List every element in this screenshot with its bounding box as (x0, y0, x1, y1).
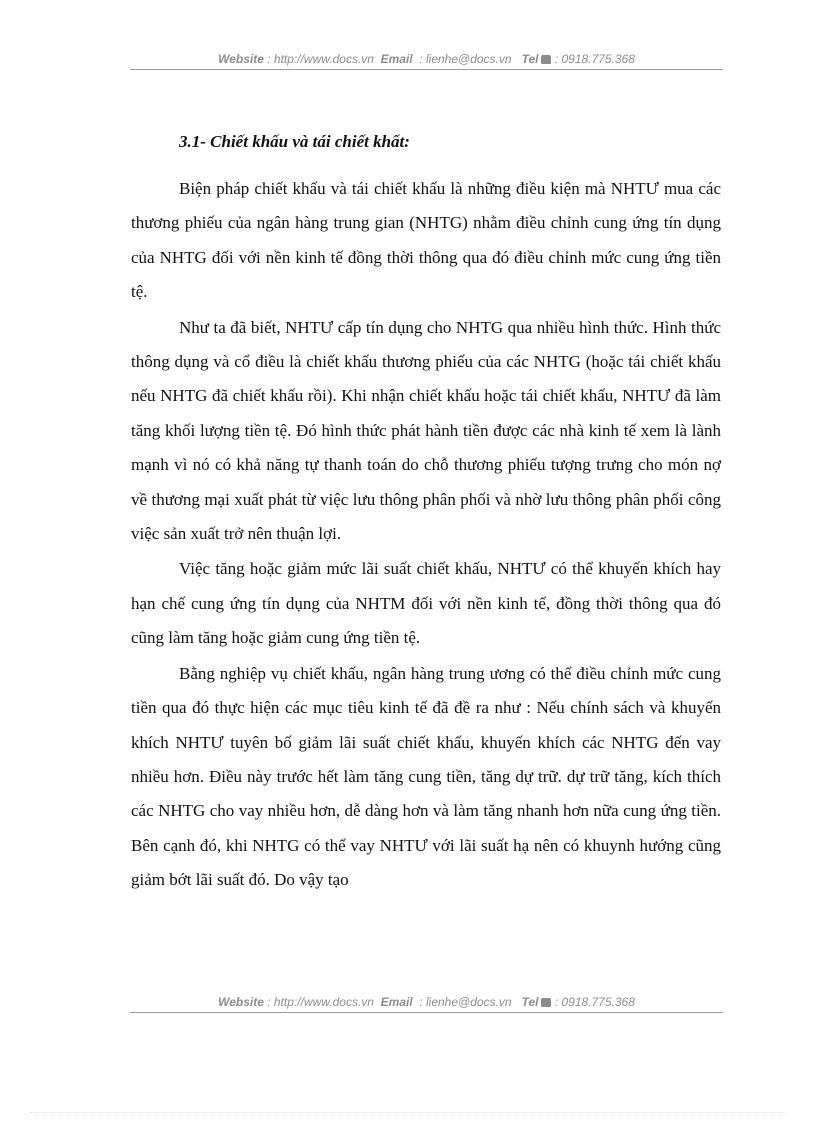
page-bottom-divider (30, 1112, 786, 1113)
footer-tel-value: : 0918.775.368 (554, 995, 635, 1009)
footer-email-label: Email (380, 995, 413, 1009)
footer-website-label: Website (218, 995, 264, 1009)
paragraph: Bằng nghiệp vụ chiết khấu, ngân hàng trung ương có thể điều chỉnh mức cung tiền qua đó thực hiện các mục tiêu kinh tế đã đề ra như : Nếu chính sách và khuyến khích NHTƯ tuyên bố giảm lãi suất chiết khấu, khuyến khích các NHTG đến vay nhiều hơn. Điều này trước hết làm tăng cung tiền, tăng dự trữ. dự trữ tăng, kích thích các NHTG cho vay nhiều hơn, dễ dàng hơn và làm tăng nhanh hơn nữa cung ứng tiền. Bên cạnh đó, khi NHTG có thể vay NHTƯ với lãi suất hạ nên có khuynh hướng cũng giảm bớt lãi suất đó. Do vậy tạo (131, 663, 721, 890)
footer-tel-label: Tel (521, 995, 539, 1009)
header-website-link[interactable]: : http://www.docs.vn (267, 52, 374, 66)
document-body (131, 125, 721, 899)
section-heading: 3.1- Chiết khấu và tái chiết khất: (179, 132, 410, 151)
header-email-link[interactable]: : lienhe@docs.vn (419, 52, 512, 66)
paragraph: Việc tăng hoặc giảm mức lãi suất chiết khấu, NHTƯ có thể khuyến khích hay hạn chế cung ứng tín dụng của NHTM đối với nền kinh tế, đồng thời thông qua đó cũng làm tăng hoặc giảm cung ứng tiền tệ. (131, 559, 721, 648)
page-footer (130, 995, 723, 1013)
header-tel-value: : 0918.775.368 (554, 52, 635, 66)
phone-icon (541, 55, 551, 64)
header-email-label: Email (380, 52, 413, 66)
paragraph: Biện pháp chiết khấu và tái chiết khấu là những điều kiện mà NHTƯ mua các thương phiếu của ngân hàng trung gian (NHTG) nhằm điều chỉnh cung ứng tín dụng của NHTG đối với nền kinh tế đồng thời thông qua đó điều chỉnh mức cung ứng tiền tệ. (131, 179, 721, 302)
footer-email-link[interactable]: : lienhe@docs.vn (419, 995, 512, 1009)
footer-website-link[interactable]: : http://www.docs.vn (267, 995, 374, 1009)
page-header (130, 52, 723, 70)
header-tel-label: Tel (521, 52, 539, 66)
header-website-label: Website (218, 52, 264, 66)
phone-icon (541, 998, 551, 1007)
paragraph: Như ta đã biết, NHTƯ cấp tín dụng cho NHTG qua nhiều hình thức. Hình thức thông dụng và cổ điều là chiết khấu thương phiếu của các NHTG (hoặc tái chiết khấu nếu NHTG đã chiết khấu rồi). Khi nhận chiết khấu hoặc tái chiết khấu, NHTƯ đã làm tăng khối lượng tiền tệ. Đó hình thức phát hành tiền được các nhà kinh tế xem là lành mạnh vì nó có khả năng tự thanh toán do chỗ thương phiếu tượng trưng cho món nợ về thương mại xuất phát từ việc lưu thông phân phối và nhờ lưu thông phân phối công việc sản xuất trở nên thuận lợi. (131, 317, 721, 544)
